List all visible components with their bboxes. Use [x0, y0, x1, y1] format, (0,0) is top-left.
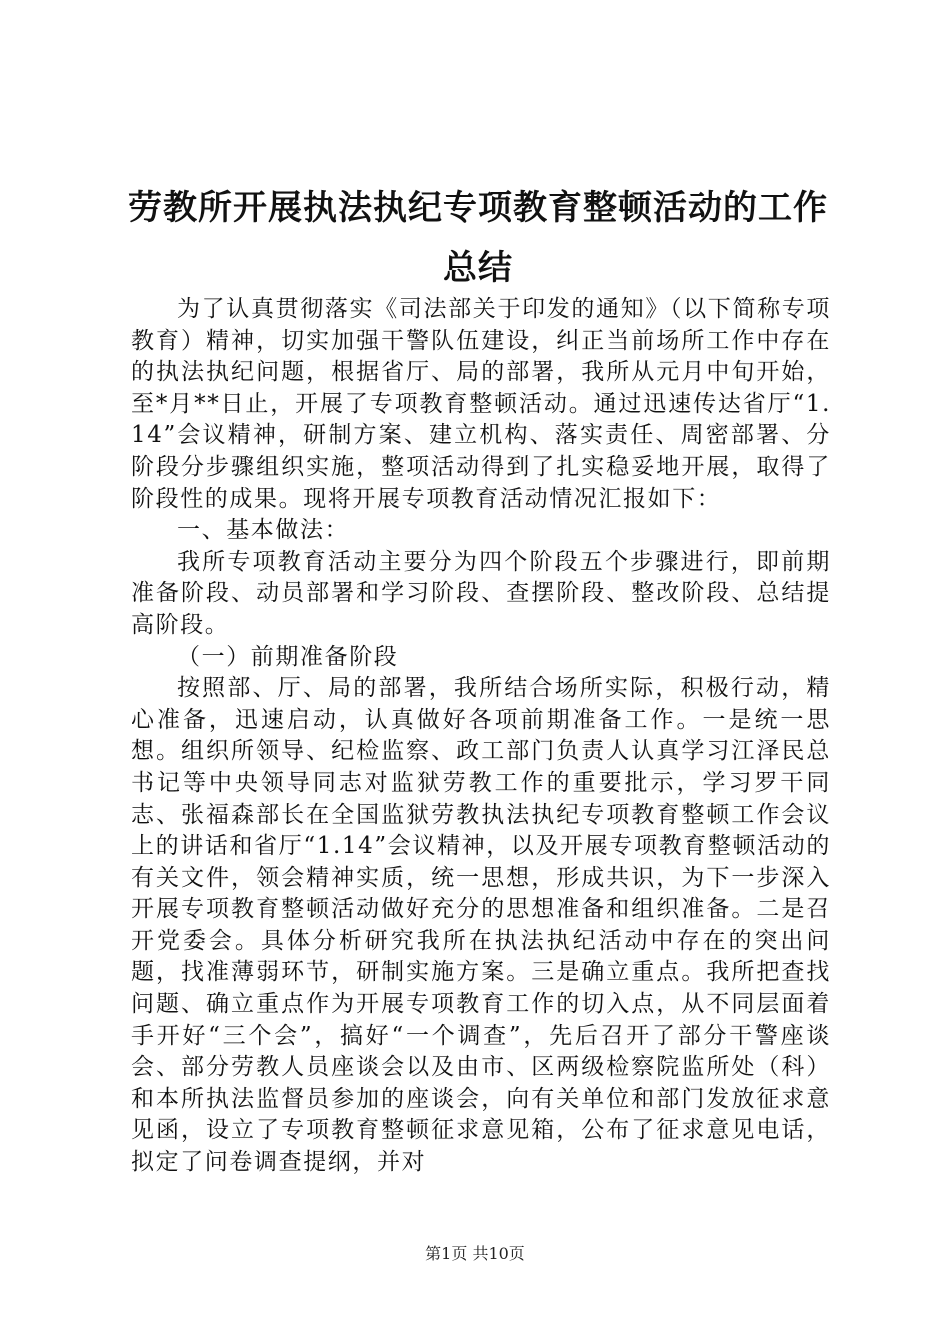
document-title-line-2: 总结 [443, 248, 513, 288]
document-body [131, 294, 831, 1179]
intro-paragraph: 为了认真贯彻落实《司法部关于印发的通知》（以下简称专项教育）精神，切实加强干警队伍建设，纠正当前场所工作中存在的执法执纪问题，根据省厅、局的部署，我所从元月中旬开始，至*月**日止，开展了专项教育整顿活动。通过迅速传达省厅“1.14”会议精神，研制方案、建立机构、落实责任、周密部署、分阶段分步骤组织实施，整项活动得到了扎实稳妥地开展，取得了阶段性的成果。现将开展专项教育活动情况汇报如下： [131, 296, 831, 512]
preparation-paragraph: 按照部、厅、局的部署，我所结合场所实际，积极行动，精心准备，迅速启动，认真做好各项前期准备工作。一是统一思想。组织所领导、纪检监察、政工部门负责人认真学习江泽民总书记等中央领导同志对监狱劳教工作的重要批示，学习罗干同志、张福森部长在全国监狱劳教执法执纪专项教育整顿工作会议上的讲话和省厅“1.14”会议精神，以及开展专项教育整顿活动的有关文件，领会精神实质，统一思想，形成共识，为下一步深入开展专项教育整顿活动做好充分的思想准备和组织准备。二是召开党委会。具体分析研究我所在执法执纪活动中存在的突出问题，找准薄弱环节，研制实施方案。三是确立重点。我所把查找问题、确立重点作为开展专项教育工作的切入点，从不同层面着手开好“三个会”，搞好“一个调查”，先后召开了部分干警座谈会、部分劳教人员座谈会以及由市、区两级检察院监所处（科）和本所执法监督员参加的座谈会，向有关单位和部门发放征求意见函，设立了专项教育整顿征求意见箱，公布了征求意见电话，拟定了问卷调查提纲，并对 [131, 675, 831, 1176]
subsection-heading-preparation: （一）前期准备阶段 [177, 643, 399, 670]
document-title-line-1: 劳教所开展执法执纪专项教育整顿活动的工作 [128, 188, 828, 228]
page-number-footer: 第1页 共10页 [425, 1244, 525, 1263]
stages-paragraph: 我所专项教育活动主要分为四个阶段五个步骤进行，即前期准备阶段、动员部署和学习阶段、查摆阶段、整改阶段、总结提高阶段。 [131, 548, 831, 638]
section-heading-basic-methods: 一、基本做法： [177, 517, 350, 544]
